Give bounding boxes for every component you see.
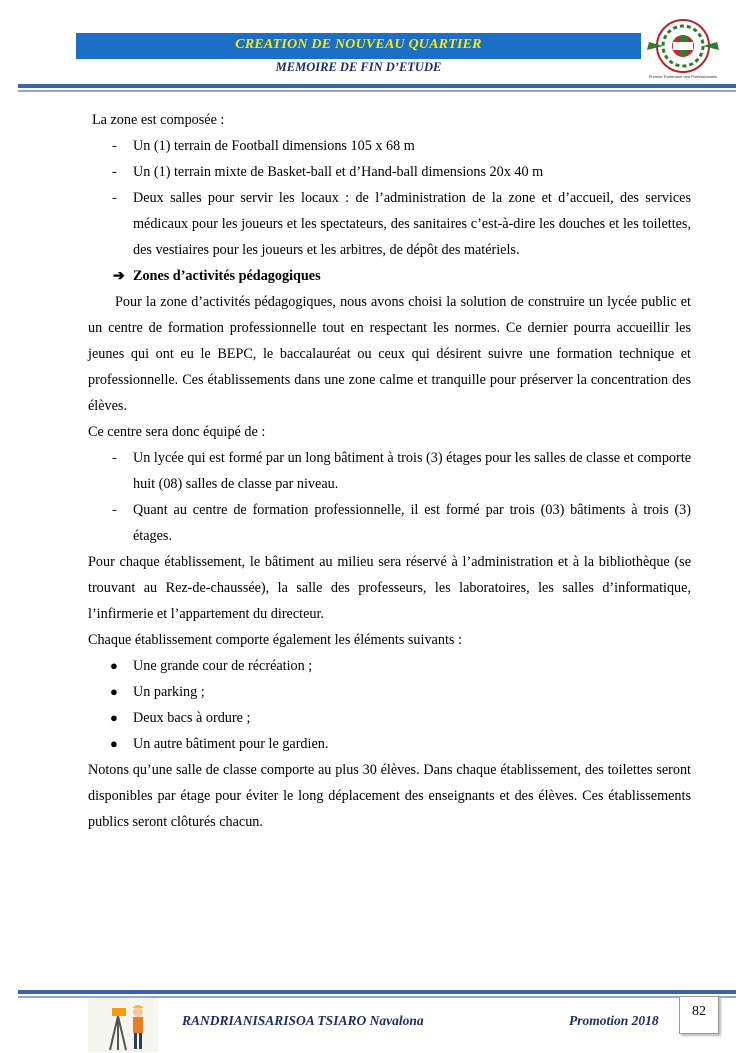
page-number: 82: [679, 996, 719, 1034]
bullet-item: ● Un parking ;: [110, 684, 205, 700]
list-item: - Deux salles pour servir les locaux : de l’administration de la zone et d’accueil, des services médicaux pour les joueurs et les spectateurs, des sanitaires c’est-à-dire les douches et les toilettes, des vestiaires pour les joueurs et les arbitres, de dépôt des matériels.: [112, 190, 691, 258]
header-title: CREATION DE NOUVEAU QUARTIER: [235, 37, 482, 52]
surveyor-illustration: [88, 998, 158, 1052]
paragraph: Ce centre sera donc équipé de :: [88, 424, 266, 440]
footer-rule: [18, 990, 736, 994]
header-rule: [18, 84, 736, 88]
section-heading: ➔ Zones d’activités pédagogiques: [88, 263, 691, 289]
bullet-item: ● Une grande cour de récréation ;: [110, 658, 313, 674]
paragraph: Chaque établissement comporte également les éléments suivants :: [88, 632, 462, 648]
author-name: RANDRIANISARISOA TSIARO Navalona: [182, 1013, 424, 1028]
zone-intro: La zone est composée :: [92, 112, 225, 128]
paragraph: Pour la zone d’activités pédagogiques, nous avons choisi la solution de construire un lycée public et un centre de formation professionnelle tout en respectant les normes. Ce dernier pourra accueillir les jeunes qui ont eu le BEPC, le baccalauréat ou ceux qui désirent suivre une formation technique et professionnelle. Ces établissements dans une zone calme et tranquille pour préserver la concentration des élèves.: [88, 294, 691, 414]
paragraph: Notons qu’une salle de classe comporte au plus 30 élèves. Dans chaque établissement, des toilettes seront disponibles par étage pour éviter le long déplacement des enseignants et des élèves. Ces établissements publics seront clôturés chacun.: [88, 762, 691, 830]
list-item: - Un (1) terrain mixte de Basket-ball et d’Hand-ball dimensions 20x 40 m: [112, 164, 544, 180]
header-rule-thin: [18, 90, 736, 92]
list-item: - Un lycée qui est formé par un long bâtiment à trois (3) étages pour les salles de classe et comporte huit (08) salles de classe par niveau.: [112, 450, 691, 492]
bullet-item: ● Deux bacs à ordure ;: [110, 710, 251, 726]
header-subtitle: MEMOIRE DE FIN D’ETUDE: [275, 60, 442, 74]
paragraph: Pour chaque établissement, le bâtiment au milieu sera réservé à l’administration et à la bibliothèque (se trouvant au Rez-de-chaussée), la salle des professeurs, les laboratoires, les salles d’informatique, l’infirmerie et l’appartement du directeur.: [88, 554, 691, 622]
school-logo: [643, 16, 723, 80]
list-item: - Un (1) terrain de Football dimensions 105 x 68 m: [112, 138, 415, 154]
right-arrow-icon: ➔: [113, 268, 125, 284]
list-item: - Quant au centre de formation professionnelle, il est formé par trois (03) bâtiments à trois (3) étages.: [112, 502, 691, 544]
page-content: [88, 107, 691, 835]
bullet-item: ● Un autre bâtiment pour le gardien.: [110, 736, 329, 752]
promotion-label: Promotion 2018: [569, 1013, 659, 1028]
logo-caption: Premier Partenaire des Professionnels: [648, 74, 718, 79]
